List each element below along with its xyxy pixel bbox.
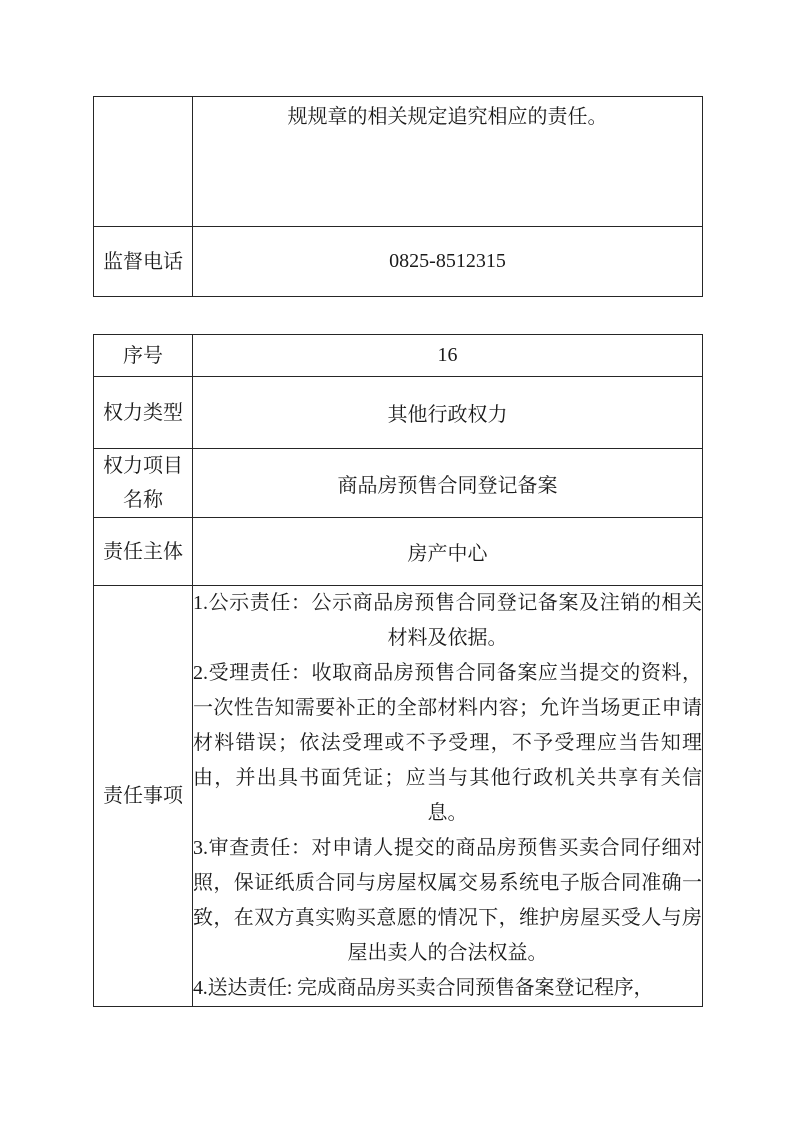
supervision-phone-label: 监督电话 <box>94 227 193 297</box>
table-row <box>94 518 703 586</box>
table-row <box>94 586 703 1007</box>
duty-items-label: 责任事项 <box>94 586 193 1007</box>
table-row <box>94 377 703 449</box>
duty-items-cell <box>193 586 703 1007</box>
power-type-label: 权力类型 <box>94 377 193 449</box>
duty-item-2: 2.受理责任：收取商品房预售合同备案应当提交的资料，一次性告知需要补正的全部材料内容；允许当场更正申请材料错误；依法受理或不予受理，不予受理应当告知理由，并出具书面凭证；应当与其他行政机关共享有关信息。 <box>193 662 702 824</box>
duty-item-4: 4.送达责任: 完成商品房买卖合同预售备案登记程序， <box>193 977 654 999</box>
duty-item-1: 1.公示责任：公示商品房预售合同登记备案及注销的相关材料及依据。 <box>193 592 702 649</box>
power-project-name-value: 商品房预售合同登记备案 <box>193 449 703 518</box>
supervision-phone-value: 0825-8512315 <box>193 227 703 297</box>
table-row <box>94 335 703 377</box>
responsible-entity-value: 房产中心 <box>193 518 703 586</box>
power-item-table <box>93 334 703 1007</box>
table-row <box>94 449 703 518</box>
table-row <box>94 97 703 227</box>
responsible-entity-label: 责任主体 <box>94 518 193 586</box>
serial-number-label: 序号 <box>94 335 193 377</box>
table-row <box>94 227 703 297</box>
supervision-phone-table <box>93 96 703 297</box>
serial-number-value: 16 <box>193 335 703 377</box>
duty-item-3: 3.审查责任：对申请人提交的商品房预售买卖合同仔细对照，保证纸质合同与房屋权属交易系统电子版合同准确一致，在双方真实购买意愿的情况下，维护房屋买受人与房屋出卖人的合法权益。 <box>193 837 702 964</box>
continuation-label-cell <box>94 97 193 227</box>
power-type-value: 其他行政权力 <box>193 377 703 449</box>
continuation-text: 规规章的相关规定追究相应的责任。 <box>287 106 608 128</box>
continuation-cell <box>193 97 703 227</box>
power-project-name-label: 权力项目名称 <box>94 449 193 518</box>
